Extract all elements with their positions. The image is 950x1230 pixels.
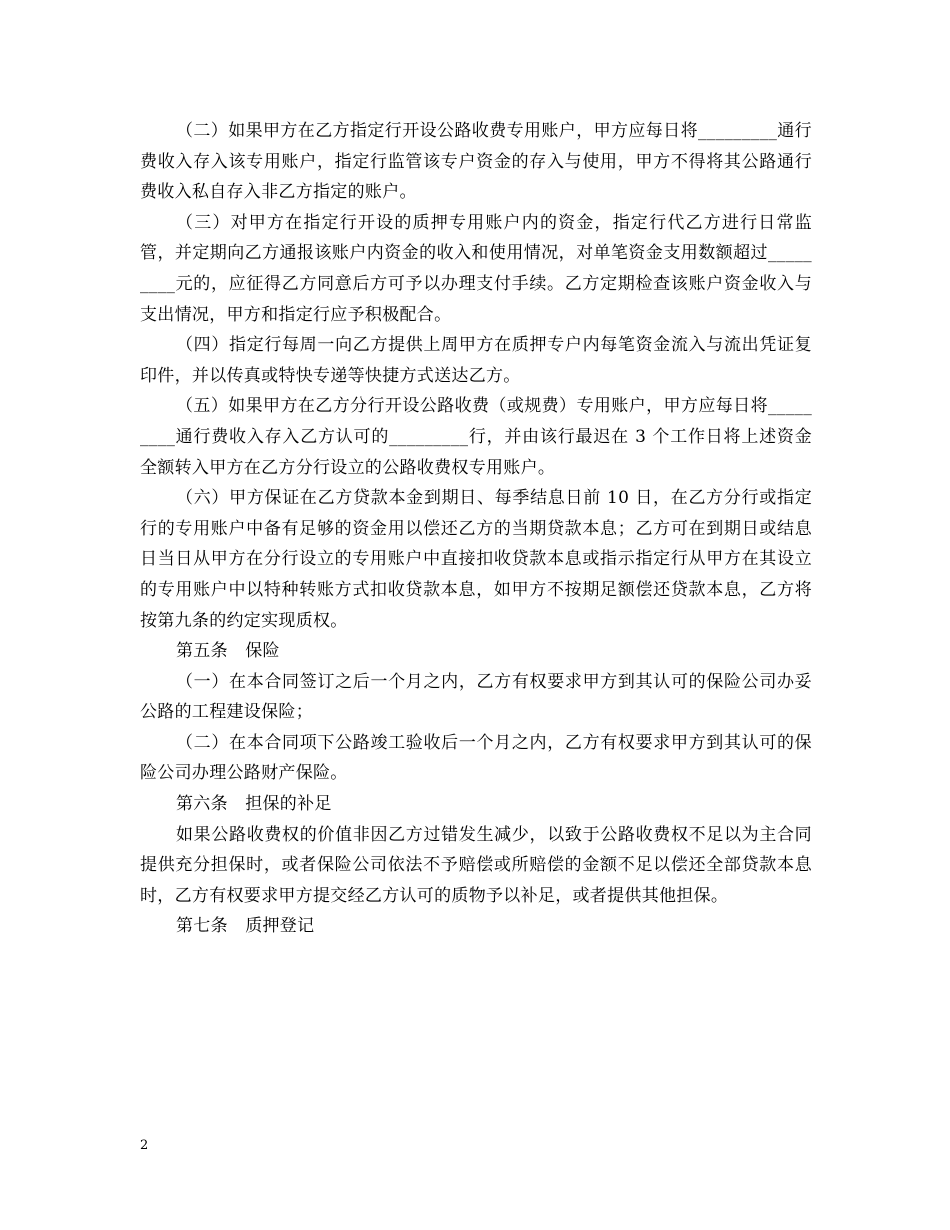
paragraph-clause-6: （六）甲方保证在乙方贷款本金到期日、每季结息日前 10 日，在乙方分行或指定行的专用账户中备有足够的资金用以偿还乙方的当期贷款本息；乙方可在到期日或结息日当日从甲方在分行设立的专用账户中直接扣收贷款本息或指示指定行从甲方在其设立的专用账户中以特种转账方式扣收贷款本息，如甲方不按期足额偿还贷款本息，乙方将按第九条的约定实现质权。	[140, 488, 812, 631]
paragraph-insurance-1: （一）在本合同签订之后一个月之内，乙方有权要求甲方到其认可的保险公司办妥公路的工程建设保险；	[140, 671, 812, 723]
article-5-heading: 第五条 保险	[176, 641, 280, 662]
paragraph-clause-3: （三）对甲方在指定行开设的质押专用账户内的资金，指定行代乙方进行日常监管，并定期向乙方通报该账户内资金的收入和使用情况，对单笔资金支用数额超过_________元的，应征得乙方同意后方可予以办理支付手续。乙方定期检查该账户资金收入与支出情况，甲方和指定行应予积极配合。	[140, 212, 812, 325]
paragraph-clause-4: （四）指定行每周一向乙方提供上周甲方在质押专户内每笔资金流入与流出凭证复印件，并以传真或特快专递等快捷方式送达乙方。	[140, 335, 812, 386]
page-number: 2	[140, 1138, 149, 1153]
paragraph-clause-2: （二）如果甲方在乙方指定行开设公路收费专用账户，甲方应每日将_________通行费收入存入该专用账户，指定行监管该专户资金的存入与使用，甲方不得将其公路通行费收入私自存入非乙方指定的账户。	[140, 121, 812, 203]
article-7-heading: 第七条 质押登记	[176, 916, 315, 937]
paragraph-guarantee-supplement: 如果公路收费权的价值非因乙方过错发生减少，以致于公路收费权不足以为主合同提供充分担保时，或者保险公司依法不予赔偿或所赔偿的金额不足以偿还全部贷款本息时，乙方有权要求甲方提交经乙方认可的质物予以补足，或者提供其他担保。	[140, 824, 812, 906]
document-body	[140, 116, 812, 942]
article-6-heading: 第六条 担保的补足	[176, 794, 332, 815]
paragraph-clause-5: （五）如果甲方在乙方分行开设公路收费（或规费）专用账户，甲方应每日将_________通行费收入存入乙方认可的_________行，并由该行最迟在 3 个工作日将上述资金全额转入甲方在乙方分行设立的公路收费权专用账户。	[140, 396, 812, 478]
paragraph-insurance-2: （二）在本合同项下公路竣工验收后一个月之内，乙方有权要求甲方到其认可的保险公司办理公路财产保险。	[140, 732, 812, 784]
